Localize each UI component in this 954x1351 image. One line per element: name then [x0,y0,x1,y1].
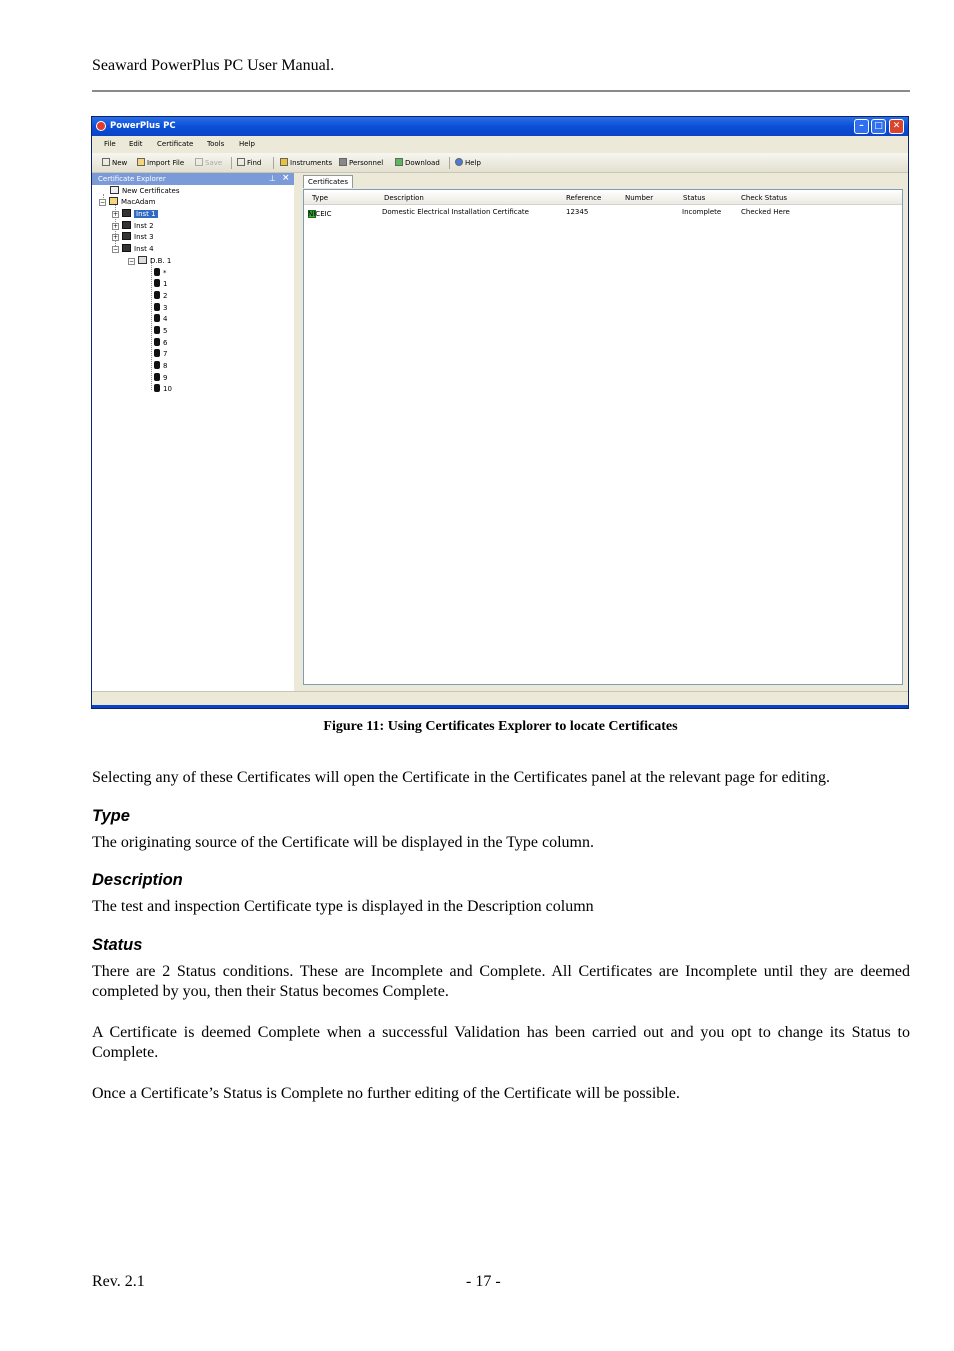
expand-icon[interactable]: + [113,223,119,230]
menu-file[interactable]: File [104,140,116,148]
tree-node-circuit[interactable]: 6 [154,338,167,347]
explorer-header [92,173,294,185]
column-header-type[interactable]: Type [312,194,329,202]
header-rule [92,90,910,92]
collapse-icon[interactable]: − [129,258,135,265]
column-header-description[interactable]: Description [384,194,424,202]
column-header-check-status[interactable]: Check Status [741,194,788,202]
toolbar-separator [273,157,274,169]
tree-node-circuit[interactable]: 4 [154,314,167,323]
status-paragraph-2: A Certificate is deemed Complete when a successful Validation has been carried out and you opt to change its Status to Complete. [92,1024,910,1061]
type-paragraph: The originating source of the Certificate will be displayed in the Type column. [92,834,594,851]
figure-caption: Figure 11: Using Certificates Explorer to locate Certificates [323,719,678,734]
tree-node-customer[interactable]: − MacAdam [100,198,156,206]
heading-type: Type [92,807,130,825]
minimize-button[interactable]: – [854,119,869,134]
tree-node-inst-4[interactable]: − Inst 4 [113,245,154,253]
installation-icon [122,232,131,240]
menu-help[interactable]: Help [239,140,255,148]
binoculars-icon [237,158,245,166]
window-title: PowerPlus PC [110,121,176,131]
tree-node-circuit[interactable]: 5 [154,326,167,335]
maximize-button[interactable]: □ [871,119,886,134]
expand-icon[interactable]: + [113,234,119,241]
cell-check-status: Checked Here [741,208,790,216]
tree-node-circuit[interactable]: * [154,268,167,277]
menu-bar [92,137,908,152]
circuit-icon [154,291,160,299]
tree-node-inst-1[interactable]: + Inst 1 [113,210,156,218]
window-bottom-border [92,705,908,708]
menu-certificate[interactable]: Certificate [157,140,194,148]
help-icon [455,158,463,166]
download-icon [395,158,403,166]
help-button[interactable]: Help [455,158,481,167]
folder-icon [137,158,145,166]
find-button[interactable]: Find [237,158,261,167]
circuit-icon [154,384,160,392]
footer-page-number: - 17 - [466,1273,501,1290]
close-button[interactable]: ✕ [889,119,904,134]
disk-icon [195,158,203,166]
certificate-explorer-panel [92,173,297,691]
column-header-number[interactable]: Number [625,194,654,202]
save-button[interactable]: Save [195,158,222,167]
app-window [91,116,909,709]
tree-node-inst-3[interactable]: + Inst 3 [113,233,154,241]
tree-node-circuit[interactable]: 7 [154,349,167,358]
new-button[interactable]: New [102,158,127,167]
folder-icon [109,197,118,205]
intro-paragraph: Selecting any of these Certificates will open the Certificate in the Certificates panel at the relevant page for editing. [92,769,830,786]
running-header: Seaward PowerPlus PC User Manual. [92,57,335,74]
tree-node-circuit[interactable]: 1 [154,279,167,288]
installation-icon [122,209,131,217]
menu-tools[interactable]: Tools [207,140,225,148]
instruments-button[interactable]: Instruments [280,158,332,167]
installation-icon [122,244,131,252]
menu-edit[interactable]: Edit [129,140,143,148]
close-panel-icon[interactable]: × [282,173,290,183]
circuit-icon [154,303,160,311]
collapse-icon[interactable]: − [113,246,119,253]
toolbar-separator [449,157,450,169]
footer-revision: Rev. 2.1 [92,1273,145,1290]
circuit-icon [154,268,160,276]
cell-description: Domestic Electrical Installation Certificate [382,208,529,216]
certificates-grid [303,189,903,685]
explorer-title: Certificate Explorer [98,175,166,183]
circuit-icon [154,338,160,346]
app-logo-icon [96,121,106,131]
circuit-icon [154,314,160,322]
collapse-icon[interactable]: − [100,199,106,206]
import-file-button[interactable]: Import File [137,158,184,167]
tree-node-circuit[interactable]: 8 [154,361,167,370]
tree-node-circuit[interactable]: 3 [154,303,167,312]
certificates-panel [297,173,908,691]
toolbar [92,153,908,173]
status-paragraph-3: Once a Certificate’s Status is Complete no further editing of the Certificate will be possible. [92,1085,680,1102]
description-paragraph: The test and inspection Certificate type is displayed in the Description column [92,898,594,915]
tree-node-circuit[interactable]: 9 [154,373,167,382]
circuit-icon [154,279,160,287]
cell-status: Incomplete [682,208,722,216]
personnel-button[interactable]: Personnel [339,158,383,167]
toolbar-separator [231,157,232,169]
tree-node-circuit[interactable]: 10 [154,384,172,393]
certificate-tree [92,186,294,691]
heading-description: Description [92,871,183,889]
new-doc-icon [102,158,110,166]
heading-status: Status [92,936,143,954]
tab-certificates[interactable]: Certificates [303,175,353,188]
tree-node-new-certificates[interactable]: New Certificates [110,186,180,195]
circuit-icon [154,326,160,334]
circuit-icon [154,349,160,357]
title-bar [92,117,908,136]
people-icon [339,158,347,166]
circuit-icon [154,373,160,381]
circuit-icon [154,361,160,369]
distribution-board-icon [138,256,147,264]
instrument-icon [280,158,288,166]
expand-icon[interactable]: + [113,211,119,218]
download-button[interactable]: Download [395,158,440,167]
cell-reference: 12345 [566,208,589,216]
grid-header [304,192,902,205]
status-paragraph-1: There are 2 Status conditions. These are Incomplete and Complete. All Certificates are Incomplete until they are deemed completed by you, then their Status becomes Complete. [92,963,910,1000]
column-header-status[interactable]: Status [683,194,706,202]
tree-node-circuit[interactable]: 2 [154,291,167,300]
tree-node-board[interactable]: − D.B. 1 [129,257,172,265]
column-header-reference[interactable]: Reference [566,194,602,202]
table-row[interactable]: NICEIC Domestic Electrical Installation Certificate 12345 Incomplete Checked Here [308,208,790,218]
installation-icon [122,221,131,229]
document-icon [110,186,119,194]
tree-node-inst-2[interactable]: + Inst 2 [113,222,154,230]
tree-line [151,258,152,390]
pin-icon[interactable]: ⊥ [269,174,276,183]
